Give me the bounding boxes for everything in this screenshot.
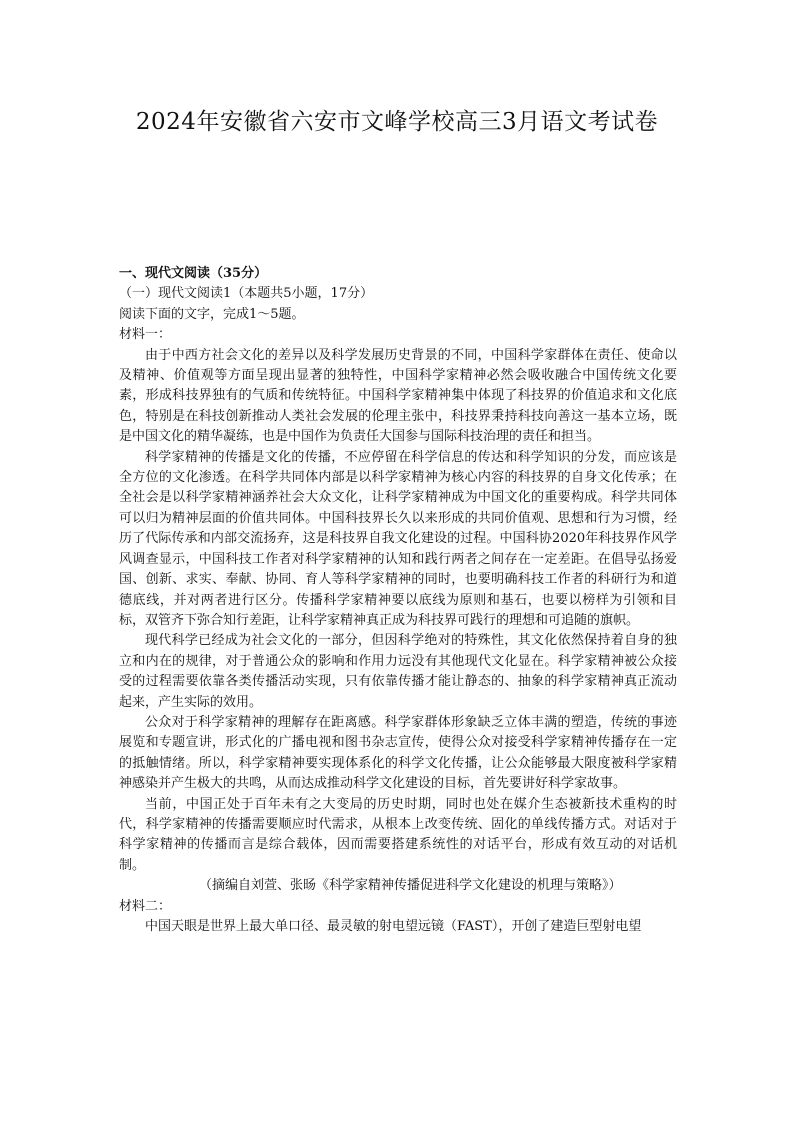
paragraph: 当前，中国正处于百年未有之大变局的历史时期，同时也处在媒介生态被新技术重构的时代，科学家精神的传播需要顺应时代需求，从根本上改变传统、固化的单线传播方式。对话对于科学家精神的传播而言是综合载体，因而需要搭建系统性的对话平台，形成有效互动的对话机制。 (119, 796, 677, 873)
section-heading: 一、现代文阅读（35分） (119, 266, 268, 281)
paragraph: 由于中西方社会文化的差异以及科学发展历史背景的不同，中国科学家群体在责任、使命以及精神、价值观等方面呈现出显著的独特性，中国科学家精神必然会吸收融合中国传统文化要素，形成科技界独有的气质和传统特征。中国科学家精神集中体现了科技界的价值追求和文化底色，特别是在科技创新推动人类社会发展的伦理主张中，科技界秉持科技向善这一基本立场，既是中国文化的精华凝练，也是中国作为负责任大国参与国际科技治理的责任和担当。 (119, 347, 677, 445)
source-citation: （摘编自刘萱、张旸《科学家精神传播促进科学文化建设的机理与策略》） (199, 878, 622, 894)
material-two-label: 材料二： (119, 898, 172, 914)
subsection-heading: （一）现代文阅读1（本题共5小题，17分） (119, 286, 374, 302)
paragraph: 科学家精神的传播是文化的传播，不应停留在科学信息的传达和科学知识的分发，而应该是全方位的文化渗透。在科学共同体内部是以科学家精神为核心内容的科技界的自身文化传承；在全社会是以科学家精神涵养社会大众文化，让科学家精神成为中国文化的重要构成。科学共同体可以归为精神层面的价值共同体。中国科技界长久以来形成的共同价值观、思想和行为习惯，经历了代际传承和内部交流扬弃，这是科技界自我文化建设的过程。中国科协2020年科技界作风学风调查显示，中国科技工作者对科学家精神的认知和践行两者之间存在一定差距。在倡导弘扬爱国、创新、求实、奉献、协同、育人等科学家精神的同时，也要明确科技工作者的科研行为和道德底线，并对两者进行区分。传播科学家精神要以底线为原则和基石，也要以榜样为引领和目标，双管齐下弥合知行差距，让科学家精神真正成为科技界可践行的理想和可追随的旗帜。 (119, 449, 677, 628)
reading-instruction: 阅读下面的文字，完成1～5题。 (119, 306, 305, 322)
paragraph: 中国天眼是世界上最大单口径、最灵敏的射电望远镜（FAST），开创了建造巨型射电望 (145, 919, 642, 934)
paragraph: 现代科学已经成为社会文化的一部分，但因科学绝对的特殊性，其文化依然保持着自身的独立和内在的规律，对于普通公众的影响和作用力远没有其他现代文化显在。科学家精神被公众接受的过程需要依靠各类传播活动实现，只有依靠传播才能让静态的、抽象的科学家精神真正流动起来，产生实际的效用。 (119, 633, 677, 710)
paragraph: 公众对于科学家精神的理解存在距离感。科学家群体形象缺乏立体丰满的塑造，传统的事迹展览和专题宣讲，形式化的广播电视和图书杂志宣传，使得公众对接受科学家精神传播存在一定的抵触情绪。所以，科学家精神要实现体系化的科学文化传播，让公众能够最大限度被科学家精神感染并产生极大的共鸣，从而达成推动科学文化建设的目标，首先要讲好科学家故事。 (119, 714, 677, 792)
document-title: 2024年安徽省六安市文峰学校高三3月语文考试卷 (135, 109, 659, 135)
document-body (119, 264, 677, 937)
material-one-label: 材料一： (119, 327, 172, 343)
